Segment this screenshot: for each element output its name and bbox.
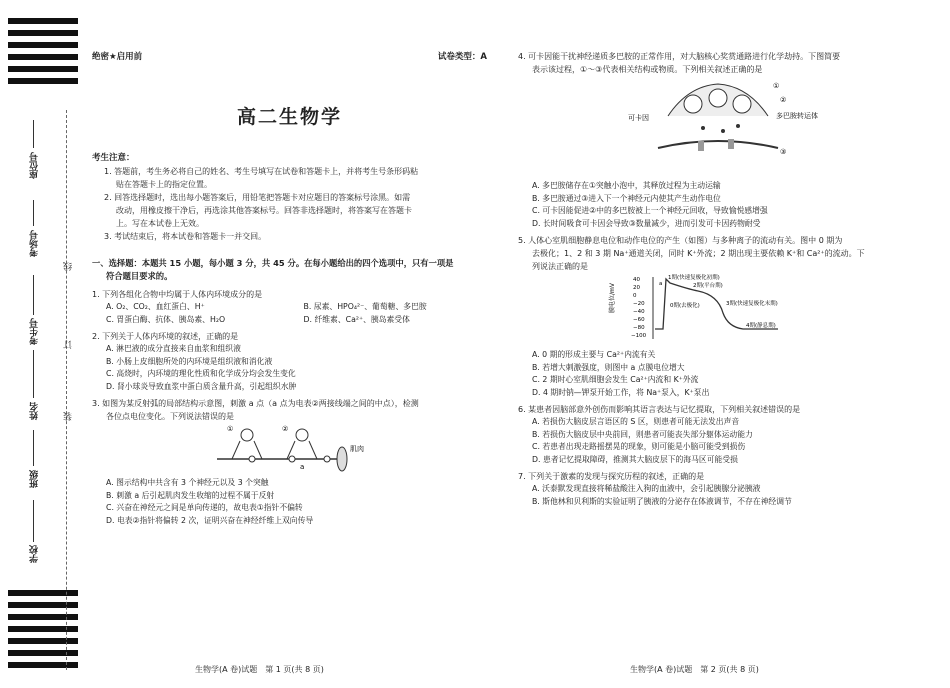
fig3-label-1: ① (227, 425, 234, 433)
y-tick: 20 (633, 285, 640, 291)
synapse-node (249, 456, 255, 462)
class-label: 班级 (30, 470, 40, 488)
y-tick: −20 (633, 301, 645, 307)
notice-item: 2. 回答选择题时，选出每小题答案后，用铅笔把答题卡对应题目的答案标号涂黑。如需 (104, 193, 411, 202)
meter-2-icon (296, 429, 308, 441)
option-a: A. 沃泰默发现直接将稀盐酸注入狗的血液中，会引起胰腺分泌胰液 (532, 484, 761, 493)
y-tick: −80 (633, 325, 645, 331)
fig3-label-a: a (300, 463, 305, 471)
option-c: C. 胃蛋白酶、抗体、胰岛素、H₂O (106, 314, 226, 324)
receptor-shape (698, 141, 704, 151)
option-b: B. 尿素、HPO₄²⁻、葡萄糖、多巴胺 (303, 302, 427, 311)
option-d: D. 电表②指针将偏转 2 次，证明兴奋在神经纤维上双向传导 (106, 515, 314, 525)
name-line (33, 350, 34, 398)
binding-mark-bind: 装 (64, 412, 74, 421)
seat-number-line (33, 120, 34, 148)
option-a: A. O₂、CO₂、血红蛋白、H⁺ (106, 302, 205, 311)
option-b: B. 若损伤大脑皮层中央前回，则患者可能丧失部分躯体运动能力 (532, 429, 753, 439)
option-b: B. 多巴胺通过③进入下一个神经元内使其产生动作电位 (532, 193, 721, 203)
notice-item: 上。写在本试卷上无效。 (116, 219, 204, 228)
question-3 (92, 397, 487, 527)
option-b: B. 斯他林和贝利斯的实验证明了胰液的分泌存在体液调节，不存在神经调节 (532, 496, 792, 506)
option-a: A. 多巴胺储存在①突触小泡中，其释放过程为主动运输 (532, 181, 721, 190)
class-line (33, 430, 34, 466)
dopamine-molecule (721, 129, 725, 133)
fig3-label-muscle: 肌肉 (350, 445, 364, 453)
notice-block (92, 151, 487, 243)
phase-label: 0期(去极化) (670, 303, 700, 309)
y-axis-label: 膜电位/mV (609, 283, 616, 313)
right-column (518, 50, 938, 508)
question-5 (518, 234, 938, 399)
point-a-label: a (659, 281, 663, 287)
question-stem: 6. 某患者因脑部意外创伤而影响其语言表达与记忆提取，下列相关叙述错误的是 (518, 405, 801, 414)
notice-heading: 考生注意： (92, 153, 135, 163)
question-stem-cont: 去极化；1、2 和 3 期 Na⁺通道关闭，同时 K⁺外流；2 期出现主要依赖 K⁺和 Ca²⁺的流动。下 (532, 249, 865, 258)
meter-wire (254, 441, 262, 459)
paper-type-label: 试卷类型：A (437, 52, 487, 62)
muscle-shape (337, 447, 347, 471)
school-line (33, 500, 34, 542)
cocaine-label: 可卡因 (628, 114, 649, 122)
school-label: 学校 (30, 545, 40, 563)
phase-label: 2期(平台期) (693, 283, 723, 289)
option-d: D. 4 期时钠—钾泵开始工作，将 Na⁺泵入，K⁺泵出 (532, 387, 710, 397)
option-b: B. 刺激 a 后引起肌肉发生收缩的过程不属于反射 (106, 490, 275, 500)
question-7 (518, 470, 938, 508)
y-tick: −40 (633, 309, 645, 315)
binding-stripes-bottom (8, 590, 78, 674)
transporter-label: 多巴胺转运体 (776, 112, 818, 120)
action-potential-figure (518, 273, 938, 345)
option-d: D. 长时间吸食可卡因会导致③数量减少，进而引发可卡因药物耐受 (532, 218, 761, 228)
option-c: C. 高烧时，内环境的理化性质和化学成分均会发生变化 (106, 369, 296, 378)
footer-left: 生物学(A 卷)试题 第 1 页(共 8 页) (195, 665, 324, 674)
fig4-label-1: ① (773, 82, 780, 90)
notice-item: 贴在答题卡上的指定位置。 (116, 180, 212, 189)
synapse-node (324, 456, 330, 462)
option-c: C. 兴奋在神经元之间是单向传递的，故电表①指针不偏转 (106, 503, 303, 512)
section1-line2: 符合题目要求的。 (106, 271, 173, 281)
question-stem: 4. 可卡因能干扰神经递质多巴胺的正常作用，对大脑核心奖赏通路进行化学劫持。下图简要 (518, 52, 841, 61)
question-1 (92, 288, 487, 326)
fig4-label-2: ② (780, 96, 787, 104)
option-c: C. 可卡因能促进②中的多巴胺被上一个神经元回收，导致愉悦感增强 (532, 206, 768, 215)
phase-label: 3期(快速复极化末期) (726, 301, 778, 307)
y-tick: 0 (633, 293, 637, 299)
student-id-line (33, 275, 34, 315)
secret-label: 绝密★启用前 (92, 52, 143, 62)
option-d: D. 纤维素、Ca²⁺、胰岛素受体 (303, 314, 410, 324)
postsynaptic-membrane (658, 141, 778, 148)
section1-line1: 一、选择题：本题共 15 小题，每小题 3 分，共 45 分。在每小题给出的四个选项中，只有一项是 (92, 258, 454, 268)
meter-wire (309, 441, 317, 459)
y-tick: −100 (631, 333, 647, 339)
exam-room-line (33, 200, 34, 226)
meter-1-icon (241, 429, 253, 441)
notice-item: 3. 考试结束后，将本试卷和答题卡一并交回。 (104, 232, 267, 241)
synaptic-vesicle (733, 95, 751, 113)
phase-label: 1期(快速复极化初期) (668, 275, 720, 281)
notice-item: 1. 答题前，考生务必将自己的姓名、考生号填写在试卷和答题卡上，并将考生号条形码粘 (104, 167, 419, 176)
question-stem: 5. 人体心室肌细胞静息电位和动作电位的产生（如图）与多种离子的流动有关。图中 0 期为 (518, 236, 843, 245)
seat-number-label: 座位号 (30, 152, 40, 179)
page-header (92, 50, 487, 62)
dopamine-molecule (736, 124, 740, 128)
footer-right: 生物学(A 卷)试题 第 2 页(共 8 页) (630, 665, 759, 674)
option-c: C. 若患者出现走路摇摆晃的现象，则可能是小脑可能受到损伤 (532, 442, 746, 451)
option-b: B. 若增大刺激强度，则图中 a 点膜电位增大 (532, 362, 685, 372)
synapse-figure (518, 76, 938, 176)
option-a: A. 淋巴液的成分直接来自血浆和组织液 (106, 344, 241, 353)
fig3-label-2: ② (282, 425, 289, 433)
question-stem: 7. 下列关于激素的发现与探究历程的叙述，正确的是 (518, 472, 705, 481)
dopamine-molecule (701, 126, 705, 130)
binding-stripes-top (8, 18, 78, 90)
meter-wire (232, 441, 240, 459)
notice-item: 改动，用橡皮擦干净后，再选涂其他答案标号。回答非选择题时，将答案写在答题卡 (116, 206, 412, 215)
question-stem-cont: 表示该过程，①～③代表相关结构或物质。下列相关叙述正确的是 (532, 65, 763, 74)
question-stem: 3. 如图为某反射弧的局部结构示意图，刺激 a 点（a 点为电表②两接线端之间的中点），检测 (92, 399, 419, 408)
y-tick: −60 (633, 317, 645, 323)
exam-title: 高二生物学 (236, 106, 342, 128)
option-d: D. 患者记忆提取障碍，推测其大脑皮层下的海马区可能受损 (532, 454, 738, 464)
binding-mark-line: 线 (64, 262, 74, 271)
student-id-label: 考生号 (30, 318, 40, 345)
question-stem: 2. 下列关于人体内环境的叙述，正确的是 (92, 332, 239, 341)
option-c: C. 2 期时心室肌细胞会发生 Ca²⁺内流和 K⁺外流 (532, 375, 699, 384)
phase-label: 4期(静息期) (746, 323, 776, 329)
binding-mark-order: 订 (64, 340, 74, 349)
question-2 (92, 330, 487, 393)
name-label: 姓名 (30, 402, 40, 420)
binding-dashed-line (66, 110, 67, 670)
question-stem: 1. 下列各组化合物中均属于人体内环境成分的是 (92, 290, 263, 299)
synaptic-vesicle (709, 89, 727, 107)
synapse-node (289, 456, 295, 462)
section1-heading (92, 257, 487, 283)
receptor-shape (728, 139, 734, 149)
y-tick: 40 (633, 277, 640, 283)
fig4-label-3: ③ (780, 148, 787, 156)
left-column (92, 50, 487, 527)
exam-room-label: 考场号 (30, 230, 40, 257)
question-6 (518, 403, 938, 466)
question-stem-cont: 各位点电位变化。下列说法错误的是 (106, 412, 234, 421)
option-a: A. 0 期的形成主要与 Ca²⁺内流有关 (532, 350, 656, 359)
synaptic-vesicle (684, 95, 702, 113)
option-a: A. 图示结构中共含有 3 个神经元以及 3 个突触 (106, 478, 269, 487)
option-d: D. 肾小球炎导致血浆中蛋白质含量升高，引起组织水肿 (106, 381, 297, 391)
question-stem-cont: 列说法正确的是 (532, 262, 588, 271)
option-b: B. 小肠上皮细胞所处的内环境是组织液和消化液 (106, 356, 273, 366)
option-a: A. 若损伤大脑皮层言语区的 S 区，则患者可能无法发出声音 (532, 417, 740, 426)
question-4 (518, 50, 938, 230)
reflex-arc-figure (92, 423, 487, 473)
